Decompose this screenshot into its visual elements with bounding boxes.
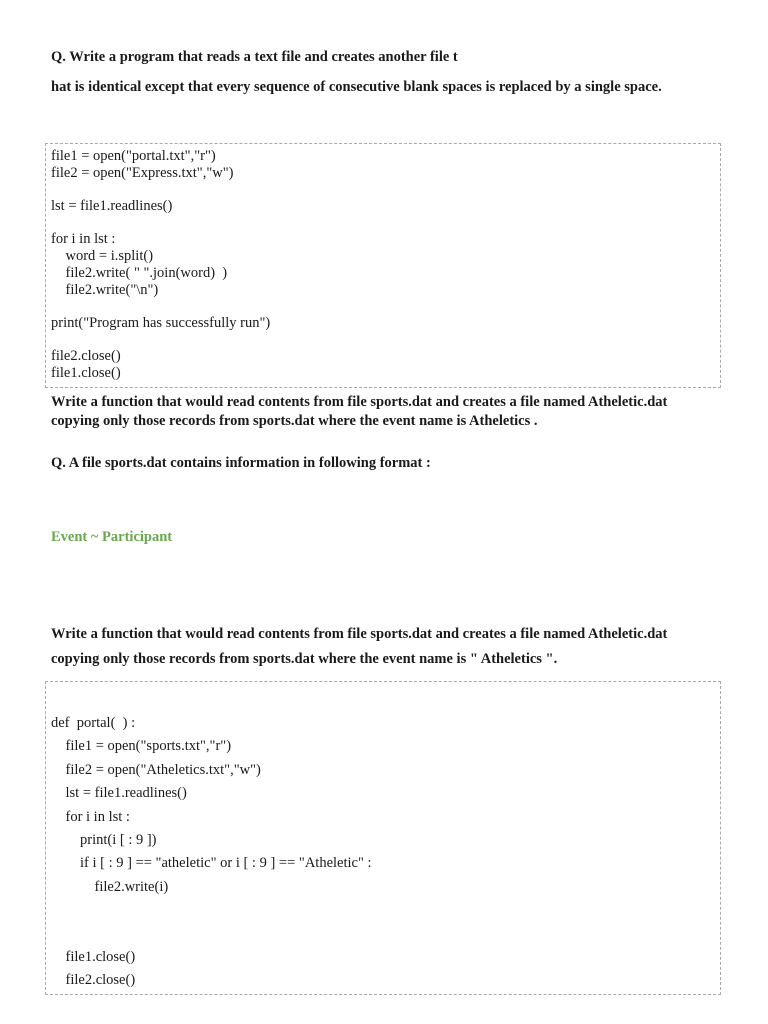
code-line: file2.write( " ".join(word) ): [51, 264, 228, 281]
code-line: print("Program has successfully run"): [51, 314, 271, 331]
code-line: file2.write(i): [51, 878, 169, 895]
code-line: file2 = open("Atheletics.txt","w"): [51, 761, 261, 778]
question1-line1: Q. Write a program that reads a text file and creates another file t: [51, 49, 458, 65]
code-line: [51, 332, 270, 349]
question2-task-line2: copying only those records from sports.dat where the event name is " Atheletics ".: [51, 651, 558, 667]
code-line: file1.close(): [51, 948, 136, 965]
question2-intro: Q. A file sports.dat contains information in following format :: [51, 455, 431, 471]
code-line: file1 = open("portal.txt","r"): [51, 148, 216, 164]
code-line: file2 = open("Express.txt","w"): [51, 164, 234, 181]
code-line: [51, 215, 270, 232]
code-line: file2.close(): [51, 348, 121, 365]
code-line: lst = file1.readlines(): [51, 198, 173, 215]
code-line: file1.close(): [51, 364, 121, 381]
after-code1-line1: Write a function that would read contents from file sports.dat and creates a file named Atheletic.dat: [51, 394, 668, 410]
code-line: for i in lst :: [51, 808, 130, 825]
question2-task-line1: Write a function that would read contents from file sports.dat and creates a file named Atheletic.dat: [51, 626, 668, 642]
code-line: word = i.split(): [51, 248, 154, 265]
code-line: file2.write("\n"): [51, 281, 159, 298]
after-code1-line2: copying only those records from sports.dat where the event name is Atheletics .: [51, 413, 538, 429]
code-line: [51, 298, 270, 315]
code-line: file1 = open("sports.txt","r"): [51, 738, 232, 755]
code-line: def portal( ) :: [51, 715, 136, 731]
code-line: file2.close(): [51, 972, 136, 989]
code-line: [51, 899, 372, 922]
code-line: lst = file1.readlines(): [51, 785, 187, 802]
question1-line2: hat is identical except that every sequence of consecutive blank spaces is replaced by a single space.: [51, 79, 662, 95]
code-listing-2: [51, 712, 372, 993]
format-spec: Event ~ Participant: [51, 529, 173, 545]
code-line: [51, 181, 270, 198]
code-line: for i in lst :: [51, 231, 116, 248]
code-listing-1: [51, 148, 270, 382]
code-line: if i [ : 9 ] == "atheletic" or i [ : 9 ] == "Atheletic" :: [51, 855, 372, 872]
code-line: print(i [ : 9 ]): [51, 831, 157, 848]
code-line: [51, 923, 372, 946]
